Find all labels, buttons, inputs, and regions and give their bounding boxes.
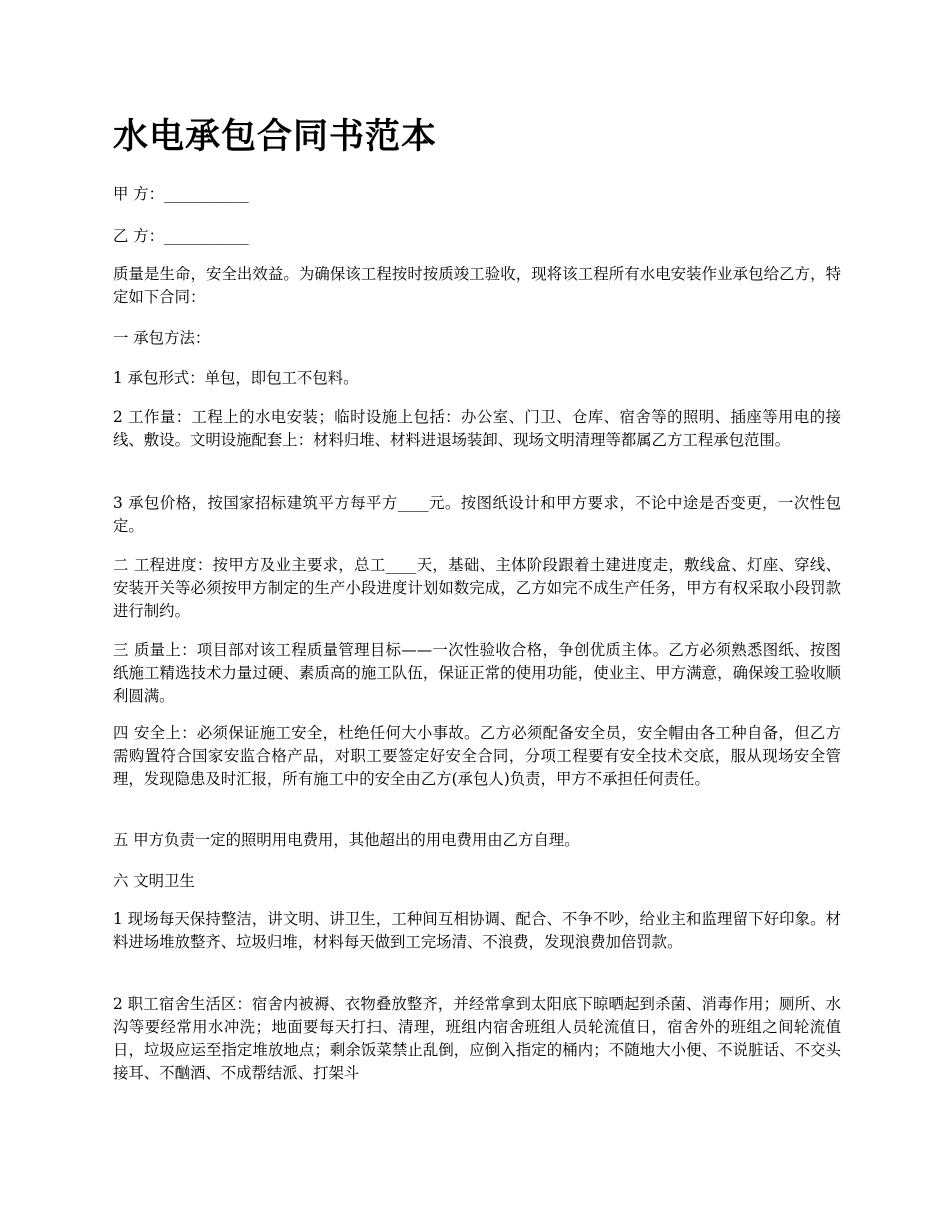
section-1-heading: 一 承包方法： — [113, 329, 211, 347]
section-4-paragraph: 四 安全上：必须保证施工安全，杜绝任何大小事故。乙方必须配备安全员，安全帽由各工种自备，但乙方需购置符合国家安监合格产品，对职工要签定好安全合同，分项工程要有安全技术交底，服从现场安全管理，发现隐患及时汇报，所有施工中的安全由乙方(承包人)负责，甲方不承担任何责任。 — [113, 724, 841, 788]
document-page — [113, 0, 841, 1230]
party-b-line: 乙 方：___________ — [113, 227, 249, 245]
section-1-item-3: 3 承包价格，按国家招标建筑平方每平方____元。按图纸设计和甲方要求，不论中途是否变更，一次性包定。 — [113, 494, 841, 535]
section-5-paragraph: 五 甲方负责一定的照明用电费用，其他超出的用电费用由乙方自理。 — [113, 831, 580, 849]
document-title: 水电承包合同书范本 — [113, 116, 438, 157]
section-1-item-1: 1 承包形式：单包，即包工不包料。 — [113, 369, 359, 387]
section-6-item-2: 2 职工宿舍生活区：宿舍内被褥、衣物叠放整齐，并经常拿到太阳底下晾晒起到杀菌、消毒作用；厕所、水沟等要经常用水冲洗；地面要每天打扫、清理，班组内宿舍班组人员轮流值日，宿舍外的班组之间轮流值日，垃圾应运至指定堆放地点；剩余饭菜禁止乱倒，应倒入指定的桶内；不随地大小便、不说脏话、不交头接耳、不酗酒、不成帮结派、打架斗 — [113, 995, 841, 1082]
party-a-line: 甲 方：___________ — [113, 185, 249, 203]
section-2-paragraph: 二 工程进度：按甲方及业主要求，总工____天，基础、主体阶段跟着土建进度走，敷线盒、灯座、穿线、安装开关等必须按甲方制定的生产小段进度计划如数完成，乙方如完不成生产任务，甲方有权采取小段罚款进行制约。 — [113, 556, 841, 620]
section-6-heading: 六 文明卫生 — [113, 872, 195, 890]
intro-paragraph: 质量是生命，安全出效益。为确保该工程按时按质竣工验收，现将该工程所有水电安装作业承包给乙方，特定如下合同： — [113, 265, 841, 306]
section-6-item-1: 1 现场每天保持整洁，讲文明、讲卫生，工种间互相协调、配合、不争不吵，给业主和监理留下好印象。材料进场堆放整齐、垃圾归堆，材料每天做到工完场清、不浪费，发现浪费加倍罚款。 — [113, 910, 841, 951]
section-1-item-2: 2 工作量：工程上的水电安装；临时设施上包括：办公室、门卫、仓库、宿舍等的照明、插座等用电的接线、敷设。文明设施配套上：材料归堆、材料进退场装卸、现场文明清理等都属乙方工程承包范围。 — [113, 408, 841, 449]
section-3-paragraph: 三 质量上：项目部对该工程质量管理目标——一次性验收合格，争创优质主体。乙方必须熟悉图纸、按图纸施工精选技术力量过硬、素质高的施工队伍，保证正常的使用功能，使业主、甲方满意，确保竣工验收顺利圆满。 — [113, 641, 841, 705]
